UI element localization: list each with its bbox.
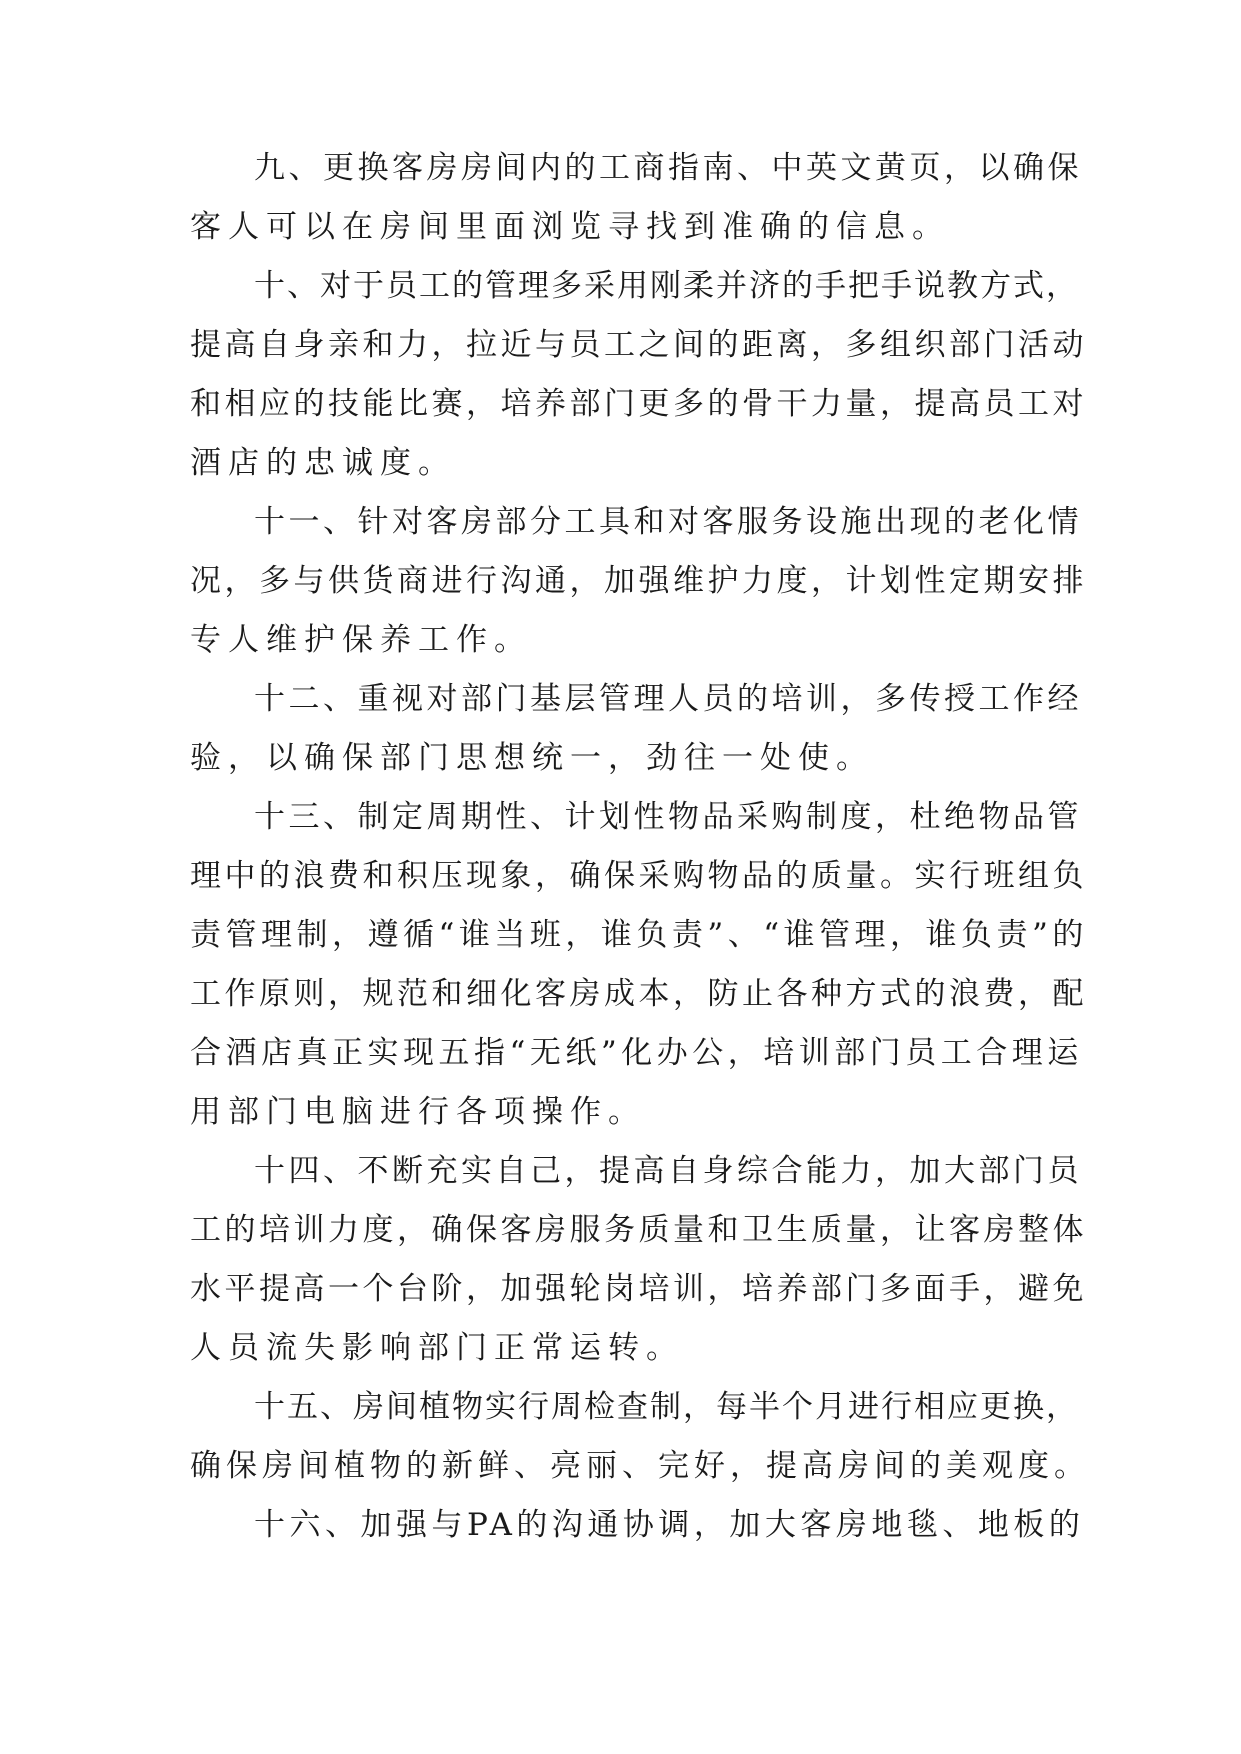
paragraph-13-line-1: 十三、制定周期性、计划性物品采购制度，杜绝物品管 xyxy=(254,799,1082,835)
paragraph-13-line-3: 责管理制，遵循“谁当班，谁负责”、“谁管理，谁负责”的 xyxy=(190,917,1088,953)
paragraph-9-line-1: 九、更换客房房间内的工商指南、中英文黄页，以确保 xyxy=(254,150,1082,186)
paragraph-11-line-2: 况，多与供货商进行沟通，加强维护力度，计划性定期安排 xyxy=(190,563,1087,599)
paragraph-10-line-3: 和相应的技能比赛，培养部门更多的骨干力量，提高员工对 xyxy=(190,386,1087,422)
paragraph-10-line-4: 酒店的忠诚度。 xyxy=(190,445,456,481)
paragraph-13-line-5: 合酒店真正实现五指“无纸”化办公，培训部门员工合理运 xyxy=(190,1035,1083,1071)
paragraph-15-line-1: 十五、房间植物实行周检查制，每半个月进行相应更换， xyxy=(254,1389,1079,1425)
paragraph-12-line-1: 十二、重视对部门基层管理人员的培训，多传授工作经 xyxy=(254,681,1082,717)
paragraph-14-line-4: 人员流失影响部门正常运转。 xyxy=(190,1330,684,1366)
paragraph-13-line-6: 用部门电脑进行各项操作。 xyxy=(190,1094,646,1130)
paragraph-13-line-2: 理中的浪费和积压现象，确保采购物品的质量。实行班组负 xyxy=(190,858,1087,894)
paragraph-16-line-1: 十六、加强与PA的沟通协调，加大客房地毯、地板的 xyxy=(254,1507,1085,1543)
paragraph-15-line-2: 确保房间植物的新鲜、亮丽、完好，提高房间的美观度。 xyxy=(190,1448,1090,1484)
paragraph-11-line-3: 专人维护保养工作。 xyxy=(190,622,532,658)
paragraph-10-line-2: 提高自身亲和力，拉近与员工之间的距离，多组织部门活动 xyxy=(190,327,1087,363)
paragraph-14-line-1: 十四、不断充实自己，提高自身综合能力，加大部门员 xyxy=(254,1153,1082,1189)
paragraph-14-line-3: 水平提高一个台阶，加强轮岗培训，培养部门多面手，避免 xyxy=(190,1271,1087,1307)
paragraph-14-line-2: 工的培训力度，确保客房服务质量和卫生质量，让客房整体 xyxy=(190,1212,1087,1248)
paragraph-10-line-1: 十、对于员工的管理多采用刚柔并济的手把手说教方式， xyxy=(254,268,1079,304)
paragraph-11-line-1: 十一、针对客房部分工具和对客服务设施出现的老化情 xyxy=(254,504,1082,540)
paragraph-9-line-2: 客人可以在房间里面浏览寻找到准确的信息。 xyxy=(190,209,950,245)
paragraph-12-line-2: 验，以确保部门思想统一，劲往一处使。 xyxy=(190,740,874,776)
paragraph-13-line-4: 工作原则，规范和细化客房成本，防止各种方式的浪费，配 xyxy=(190,976,1087,1012)
